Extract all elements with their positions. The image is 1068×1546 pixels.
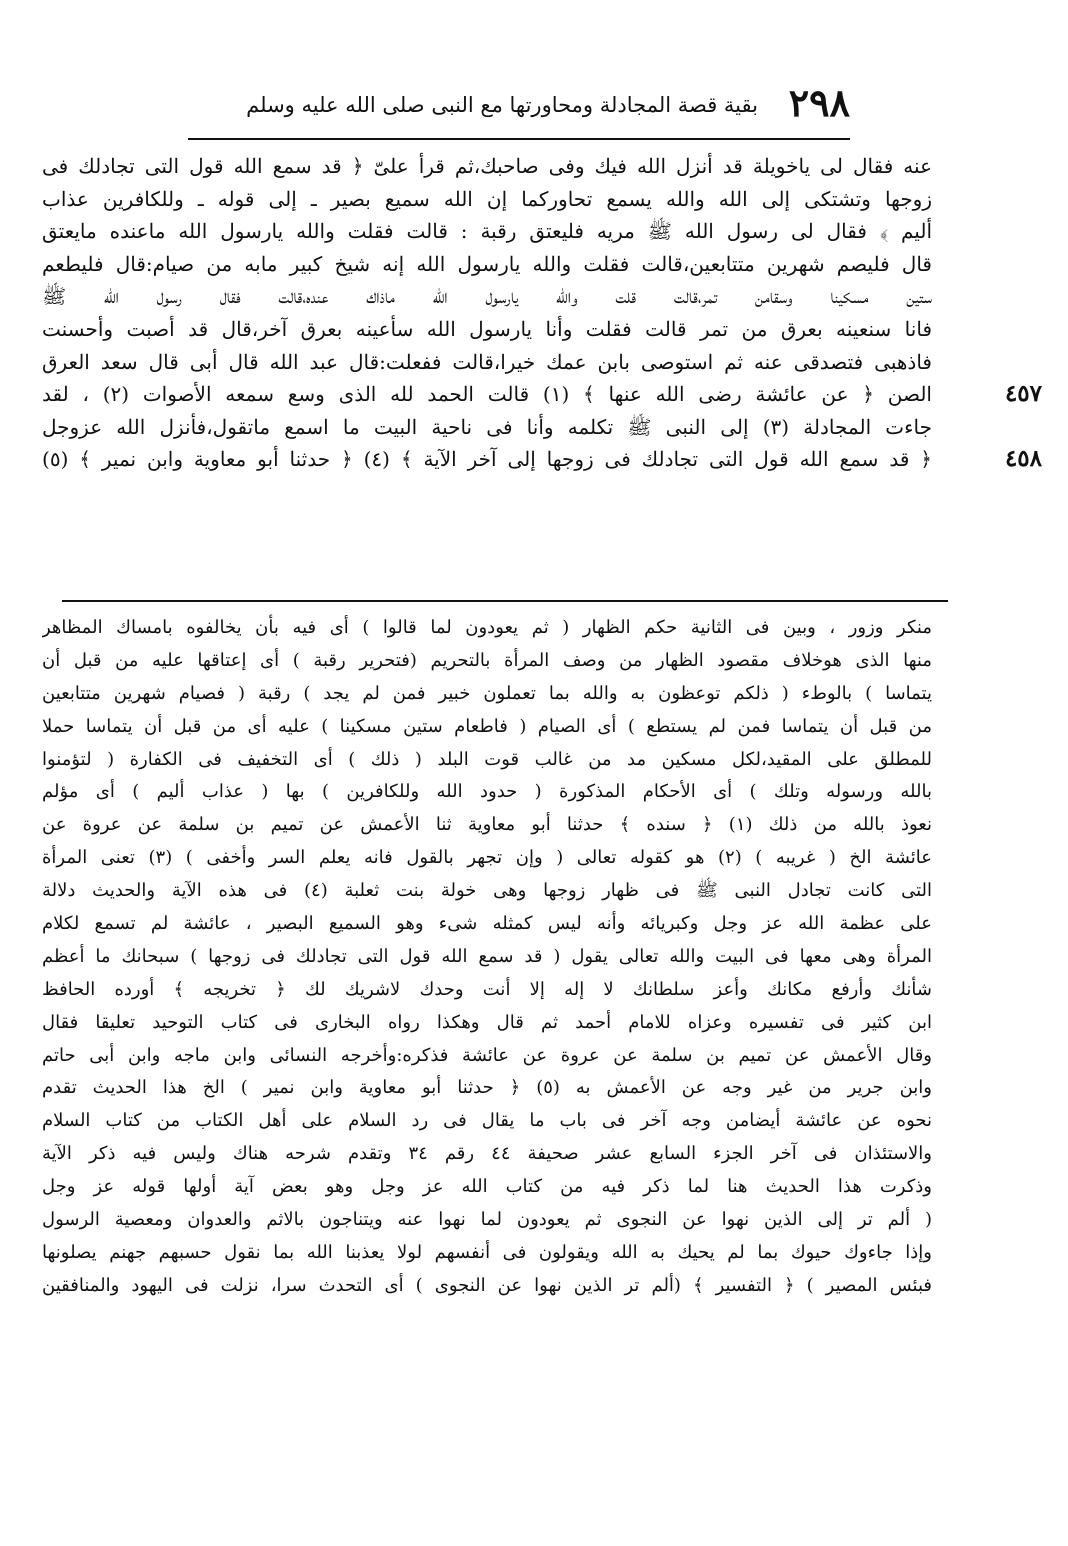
running-title: بقية قصة المجادلة ومحاورتها مع النبى صلى الله عليه وسلم: [246, 93, 758, 117]
line-text: جاءت المجادلة (٣) إلى النبى ﷺ تكلمه وأنا فى ناحية البيت ما اسمع ماتقول،فأنزل الله عزوجل: [42, 414, 932, 439]
text-line: [42, 280, 1042, 313]
page-header: [160, 78, 850, 142]
hadith-number: ٤٥٨: [1004, 445, 1042, 473]
line-text: زوجها وتشتكى إلى الله والله يسمع تحاوركما إن الله سميع بصير ـ إلى قوله ـ وللكافرين عذاب: [42, 186, 932, 211]
commentary-line: شأنك وأرفع مكانك وأعز سلطانك لا إله إلا أنت وحدك لاشريك لك ﴿ تخريجه ﴾ أورده الحافظ: [42, 978, 932, 1000]
text-line: [42, 215, 1042, 248]
commentary-line: وإذا جاءوك حيوك بما لم يحيك به الله ويقولون فى أنفسهم لولا يعذبنا الله بما نقول حسبهم جهنم يصلونها: [42, 1241, 932, 1263]
line-text: ﴿ قد سمع الله قول التى تجادلك فى زوجها إلى آخر الآية ﴾ (٤) ﴿ حدثنا أبو معاوية وابن نمير ﴾ (٥): [42, 447, 932, 472]
commentary-line: للمطلق على المقيد،لكل مسكين مد من غالب قوت البلد ( ذلك ) أى التخفيف فى الكفارة ( لتؤمنوا: [42, 748, 932, 770]
text-line: [42, 248, 1042, 281]
commentary-line: عائشة الخ ( غريبه ) (٢) هو كقوله تعالى ( وإن تجهر بالقول فانه يعلم السر وأخفى ) (٣) تعنى المرأة: [42, 847, 932, 869]
line-text: فانا سنعينه بعرق من تمر قالت فقلت وأنا يارسول الله سأعينه بعرق آخر،قال قد أصبت وأحسنت: [42, 316, 932, 341]
commentary-line: نعوذ بالله من ذلك (١) ﴿ سنده ﴾ حدثنا أبو معاوية ثنا الأعمش عن تميم بن سلمة عن عروة عن: [42, 814, 932, 836]
line-text: ستين مسكينا وسقامن تمر،قالت قلت والله يارسول الله ماذاك عنده،قالت فقال رسول الله ﷺ: [42, 284, 932, 309]
text-line: [42, 183, 1042, 216]
commentary-line: فبئس المصير ) ﴿ التفسير ﴾ (ألم تر الذين نهوا عن النجوى ) أى التحدث سرا، نزلت فى اليهود والمنافقين: [42, 1274, 932, 1296]
line-text: فاذهبى فتصدقى عنه ثم استوصى بابن عمك خيرا،قالت ففعلت:قال عبد الله قال أبى قال سعد العرق: [42, 349, 932, 374]
text-line: [42, 378, 1042, 411]
text-line: [42, 313, 1042, 346]
commentary-line: من قبل أن يتماسا فمن لم يستطع ) أى الصيام ( فاطعام ستين مسكينا ) عليه أى من قبل أن يتماسا حملا: [42, 715, 932, 737]
footnote-separator: [62, 600, 948, 602]
line-text: الصن ﴿ عن عائشة رضى الله عنها ﴾ (١) قالت الحمد لله الذى وسع سمعه الأصوات (٢) ، لقد: [42, 382, 932, 407]
page-number: ٢٩٨: [788, 80, 850, 125]
commentary-line: يتماسا ) بالوطء ( ذلكم توعظون به والله بما تعملون خبير فمن لم يجد ) رقبة ( فصيام شهرين متتابعين: [42, 682, 932, 704]
commentary-line: ابن كثير فى تفسيره وعزاه للامام أحمد ثم قال وهكذا رواه البخارى فى كتاب التوحيد تعليقا فقال: [42, 1011, 932, 1033]
commentary-line: التى كانت تجادل النبى ﷺ فى ظهار زوجها وهى خولة بنت ثعلبة (٤) فى هذه الآية والحديث دلالة: [42, 880, 932, 902]
commentary-line: المرأة وهى معها فى البيت والله تعالى يقول ( قد سمع الله قول التى تجادلك فى زوجها ) سبحانك ما أعظم: [42, 945, 932, 967]
text-line: [42, 346, 1042, 379]
commentary-line: نحوه عن عائشة أيضامن وجه آخر فى باب ما يقال فى رد السلام على أهل الكتاب من كتاب السلام: [42, 1110, 932, 1132]
text-line: [42, 411, 1042, 444]
commentary-line: منها الذى هوخلاف مقصود الظهار من وصف المرأة بالتحريم (فتحرير رقبة ) أى إعتاقها عليه من قبل أن: [42, 649, 932, 671]
header-rule: [188, 138, 850, 140]
line-text: عنه فقال لى ياخويلة قد أنزل الله فيك وفى صاحبك،ثم قرأ علىّ ﴿ قد سمع الله قول التى تجادلك فى: [42, 154, 932, 178]
line-text: قال فليصم شهرين متتابعين،قالت فقلت والله يارسول الله إنه شيخ كبير مابه من صيام:قال فليطعم: [42, 251, 932, 276]
hadith-number: ٤٥٧: [1004, 380, 1042, 408]
commentary-line: والاستئذان فى آخر الجزء السابع عشر صحيفة ٤٤ رقم ٣٤ وتقدم شرحه هناك وليس فيه ذكر الآية: [42, 1143, 932, 1165]
text-line: [42, 443, 1042, 476]
commentary-line: وقال الأعمش عن تميم بن سلمة عن عروة عن عائشة فذكره:وأخرجه النسائى وابن ماجه وابن أبى حاتم: [42, 1044, 932, 1066]
commentary-line: بالله ورسوله وتلك ) أى الأحكام المذكورة ( حدود الله وللكافرين ) بها ( عذاب أليم ) أى مؤلم: [42, 781, 932, 803]
commentary-block: [42, 612, 932, 1303]
commentary-line: على عظمة الله عز وجل وكبريائه وأنه ليس كمثله شىء وهو السميع البصير ، عائشة لم تسمع لكلام: [42, 913, 932, 935]
commentary-line: وذكرت هذا الحديث هنا لما ذكر فيه من كتاب الله عز وجل وهو بعض آية أولها قوله عز وجل: [42, 1176, 932, 1198]
text-line: [42, 150, 1042, 183]
commentary-line: وابن جرير من غير وجه عن الأعمش به (٥) ﴿ حدثنا أبو معاوية وابن نمير ) الخ هذا الحديث تقدم: [42, 1077, 932, 1099]
commentary-line: ( ألم تر إلى الذين نهوا عن النجوى ثم يعودون لما نهوا عنه ويتناجون بالاثم والعدوان ومعصية الرسول: [42, 1209, 932, 1231]
commentary-line: منكر وزور ، وبين فى الثانية حكم الظهار ( ثم يعودون لما قالوا ) أى فيه بأن يخالفوه بامساك المظاهر: [42, 617, 932, 638]
line-text: أليم ﴾ فقال لى رسول الله ﷺ مريه فليعتق رقبة : قالت فقلت والله يارسول الله ماعنده مايعتق: [42, 219, 932, 244]
hadith-text-block: [42, 150, 1042, 476]
